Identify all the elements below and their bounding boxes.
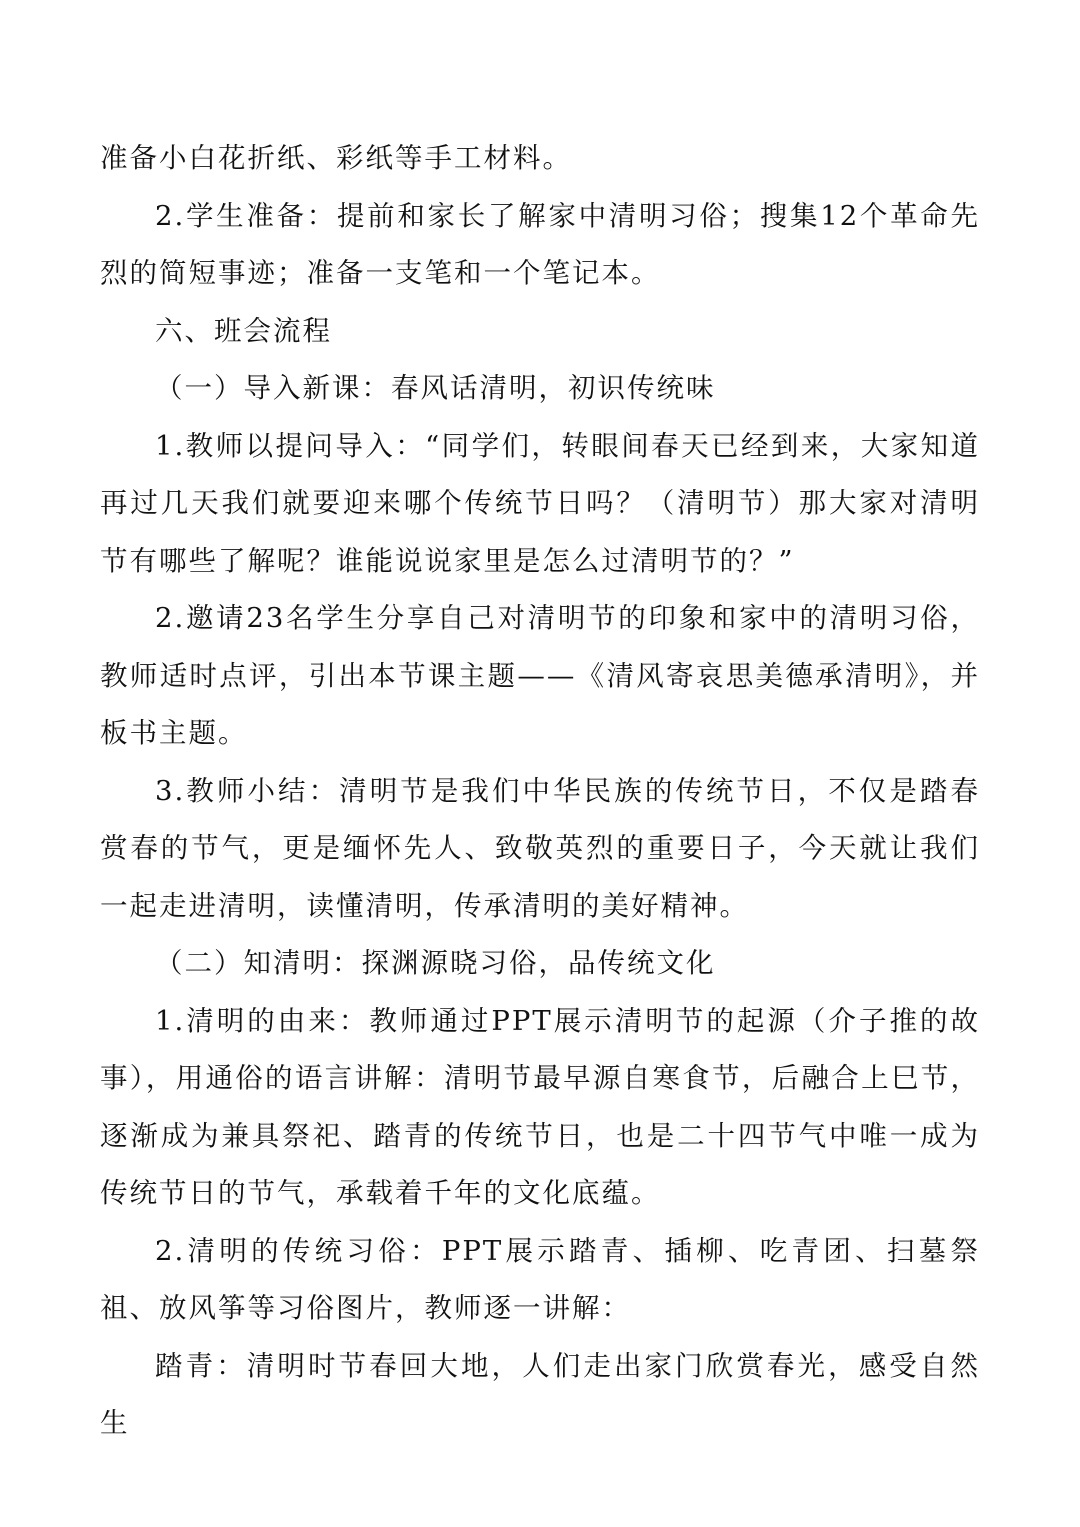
paragraph-outing: 踏青：清明时节春回大地，人们走出家门欣赏春光，感受自然生 [100, 1349, 980, 1439]
section-heading-class-flow: 六、班会流程 [155, 314, 332, 347]
paragraph-student-share: 2.邀请23名学生分享自己对清明节的印象和家中的清明习俗，教师适时点评，引出本节课主题——《清风寄哀思美德承清明》，并板书主题。 [100, 602, 980, 749]
paragraph-customs: 2.清明的传统习俗：PPT展示踏青、插柳、吃青团、扫墓祭祖、放风筝等习俗图片，教师逐一讲解： [100, 1234, 980, 1324]
paragraph-student-prep: 2.学生准备：提前和家长了解家中清明习俗；搜集12个革命先烈的简短事迹；准备一支笔和一个笔记本。 [100, 199, 980, 289]
subheading-introduction: （一）导入新课：春风话清明，初识传统味 [155, 372, 716, 404]
paragraph-teacher-question: 1.教师以提问导入：“同学们，转眼间春天已经到来，大家知道再过几天我们就要迎来哪个传统节日吗？（清明节）那大家对清明节有哪些了解呢？谁能说说家里是怎么过清明节的？” [100, 429, 980, 577]
paragraph-teacher-summary: 3.教师小结：清明节是我们中华民族的传统节日，不仅是踏春赏春的节气，更是缅怀先人、致敬英烈的重要日子，今天就让我们一起走进清明，读懂清明，传承清明的美好精神。 [100, 774, 980, 922]
paragraph-origin: 1.清明的由来：教师通过PPT展示清明节的起源（介子推的故事），用通俗的语言讲解：清明节最早源自寒食节，后融合上巳节，逐渐成为兼具祭祀、踏青的传统节日，也是二十四节气中唯一成为传统节日的节气，承载着千年的文化底蕴。 [100, 1004, 980, 1209]
subheading-know-qingming: （二）知清明：探渊源晓习俗，品传统文化 [155, 947, 716, 979]
paragraph-materials: 准备小白花折纸、彩纸等手工材料。 [100, 142, 572, 174]
